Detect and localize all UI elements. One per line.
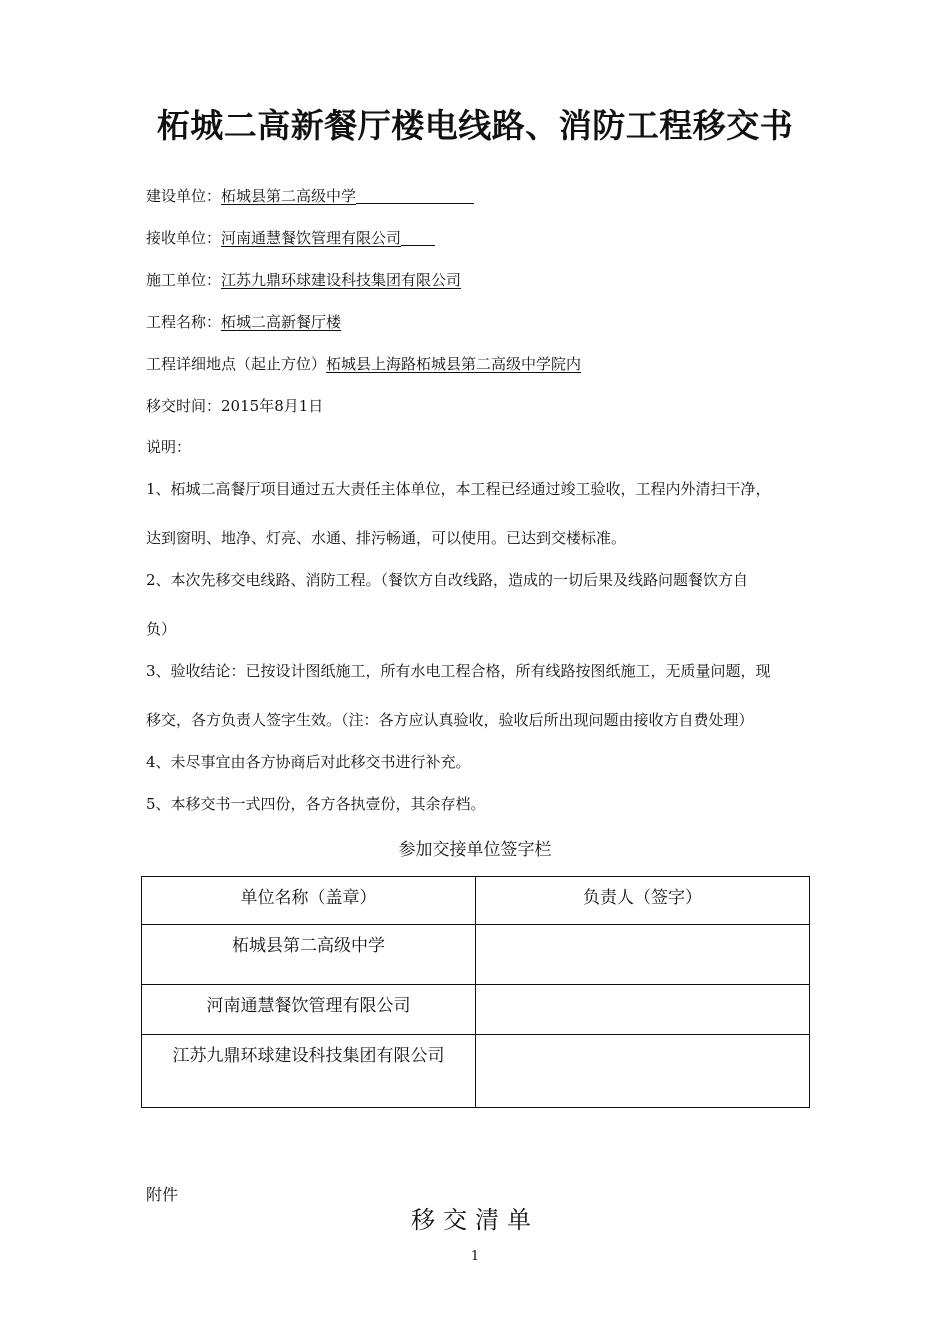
note-5: 5、本移交书一式四份，各方各执壹份，其余存档。 [146,795,486,813]
field-label: 工程名称： [146,313,222,331]
note-1-line-2: 达到窗明、地净、灯亮、水通、排污畅通，可以使用。已达到交楼标准。 [146,529,627,547]
document-title: 柘城二高新餐厅楼电线路、消防工程移交书 [156,106,794,145]
signature-cell[interactable] [476,985,810,1035]
notes-label: 说明： [146,438,192,456]
note-1-line-1: 1、柘城二高餐厅项目通过五大责任主体单位，本工程已经通过竣工验收，工程内外清扫干净， [146,480,771,498]
field-project-location [146,354,581,374]
field-project-name [146,312,341,332]
note-4: 4、未尽事宜由各方协商后对此移交书进行补充。 [146,753,471,771]
field-value: 柘城二高新餐厅楼 [221,313,342,331]
table-row [142,1035,810,1108]
field-label: 工程详细地点（起止方位） [146,355,327,373]
header-unit-name: 单位名称（盖章） [142,877,476,925]
note-2-line-1: 2、本次先移交电线路、消防工程。（餐饮方自改线路，造成的一切后果及线路问题餐饮方自 [146,571,749,589]
field-value: 河南通慧餐饮管理有限公司 [221,229,402,247]
unit-name-cell: 柘城县第二高级中学 [142,925,476,985]
table-row [142,985,810,1035]
field-handover-date [146,396,323,416]
header-responsible-person: 负责人（签字） [476,877,810,925]
table-row [142,925,810,985]
field-value: 江苏九鼎环球建设科技集团有限公司 [221,271,462,289]
attachment-label: 附件 [146,1185,179,1204]
note-3-line-1: 3、验收结论：已按设计图纸施工，所有水电工程合格，所有线路按图纸施工，无质量问题，现 [146,662,771,680]
unit-name-cell: 江苏九鼎环球建设科技集团有限公司 [142,1035,476,1108]
field-value: 柘城县上海路柘城县第二高级中学院内 [326,355,582,373]
table-header-row [142,877,810,925]
field-receiving-unit [146,228,435,248]
field-builder-unit [146,270,461,290]
field-value: 柘城县第二高级中学 [221,187,357,205]
unit-name-cell: 河南通慧餐饮管理有限公司 [142,985,476,1035]
signature-table [141,876,810,1108]
field-value: 2015年8月1日 [221,397,324,415]
field-label: 建设单位： [146,187,222,205]
signature-cell[interactable] [476,925,810,985]
field-label: 移交时间： [146,397,222,415]
field-label: 接收单位： [146,229,222,247]
signature-table-title: 参加交接单位签字栏 [398,840,552,860]
note-2-line-2: 负） [146,620,177,638]
field-label: 施工单位： [146,271,222,289]
field-construction-unit [146,186,474,206]
signature-cell[interactable] [476,1035,810,1108]
handover-list-title: 移交清单 [411,1206,539,1234]
page-number: 1 [470,1249,480,1264]
note-3-line-2: 移交，各方负责人签字生效。（注：各方应认真验收，验收后所出现问题由接收方自费处理） [146,711,754,729]
